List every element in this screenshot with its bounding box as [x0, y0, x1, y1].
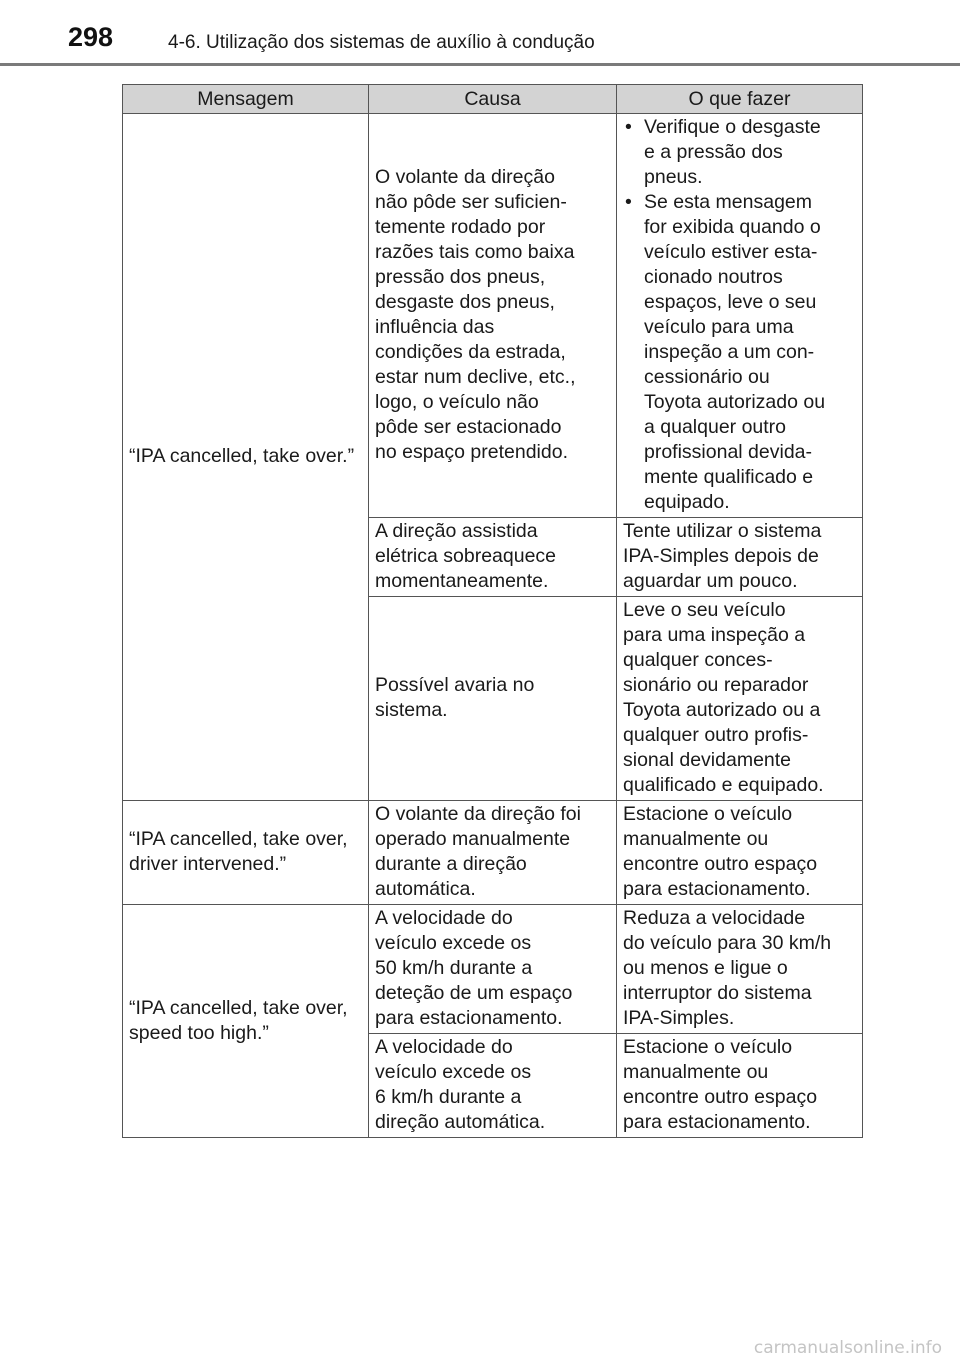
action-cell [617, 597, 863, 801]
page-number: 298 [68, 22, 114, 52]
action-bullet-item: • Verifique o desgaste e a pressão dos pneus. [623, 115, 856, 190]
header-divider [0, 63, 960, 66]
action-cell [617, 905, 863, 1034]
cause-text: A velocidade do veículo excede os 50 km/h durante a deteção de um espaço para estacionamento. [375, 907, 573, 1029]
cause-text: A direção assistida elétrica sobreaquece momentaneamente. [375, 520, 557, 592]
cause-text: A velocidade do veículo excede os 6 km/h durante a direção automática. [375, 1036, 546, 1133]
cause-text: Possível avaria no sistema. [375, 674, 535, 721]
action-text: Estacione o veículo manualmente ou encontre outro espaço para estacionamento. [623, 1036, 818, 1133]
column-header-causa: Causa [369, 85, 617, 114]
action-text: Reduza a velocidade do veículo para 30 km/h ou menos e ligue o interruptor do sistema IPA-Simples. [623, 907, 832, 1029]
message-cell: “IPA cancelled, take over, driver intervened.” [123, 801, 369, 905]
message-cell: “IPA cancelled, take over.” [123, 114, 369, 801]
action-text: Tente utilizar o sistema IPA-Simples depois de aguardar um pouco. [623, 520, 822, 592]
action-text: Estacione o veículo manualmente ou encontre outro espaço para estacionamento. [623, 803, 818, 900]
table-row [123, 114, 863, 518]
cause-cell [369, 114, 617, 518]
action-cell [617, 801, 863, 905]
action-bullet-list [623, 115, 856, 515]
cause-cell [369, 905, 617, 1034]
action-text: Leve o seu veículo para uma inspeção a qualquer conces- sionário ou reparador Toyota autorizado ou a qualquer outro profis- sional devidamente qualificado e equipado. [623, 599, 824, 796]
cause-text: O volante da direção não pôde ser suficien- temente rodado por razões tais como baixa pressão dos pneus, desgaste dos pneus, influência das condições da estrada, estar num declive, etc., logo, o veículo não pôde ser estacionado no espaço pretendido. [375, 166, 576, 463]
cause-cell [369, 518, 617, 597]
cause-cell [369, 597, 617, 801]
table-header-row [123, 85, 863, 114]
action-cell [617, 518, 863, 597]
column-header-mensagem: Mensagem [123, 85, 369, 114]
ipa-messages-table [122, 84, 863, 1138]
action-cell [617, 1034, 863, 1138]
page-header [0, 0, 960, 66]
cause-cell [369, 801, 617, 905]
action-cell [617, 114, 863, 518]
watermark: carmanualsonline.info [753, 1338, 942, 1358]
section-title: 4-6. Utilização dos sistemas de auxílio à condução [168, 32, 595, 53]
action-bullet-item: • Se esta mensagem for exibida quando o veículo estiver esta- cionado noutros espaços, leve o seu veículo para uma inspeção a um con- cessionário ou Toyota autorizado ou a qualquer outro profissional devida- mente qualificado e equipado. [623, 190, 856, 515]
cause-text: O volante da direção foi operado manualmente durante a direção automática. [375, 803, 581, 900]
message-cell: “IPA cancelled, take over, speed too high.” [123, 905, 369, 1138]
column-header-o-que-fazer: O que fazer [617, 85, 863, 114]
table-row [123, 905, 863, 1034]
cause-cell [369, 1034, 617, 1138]
table-row [123, 801, 863, 905]
